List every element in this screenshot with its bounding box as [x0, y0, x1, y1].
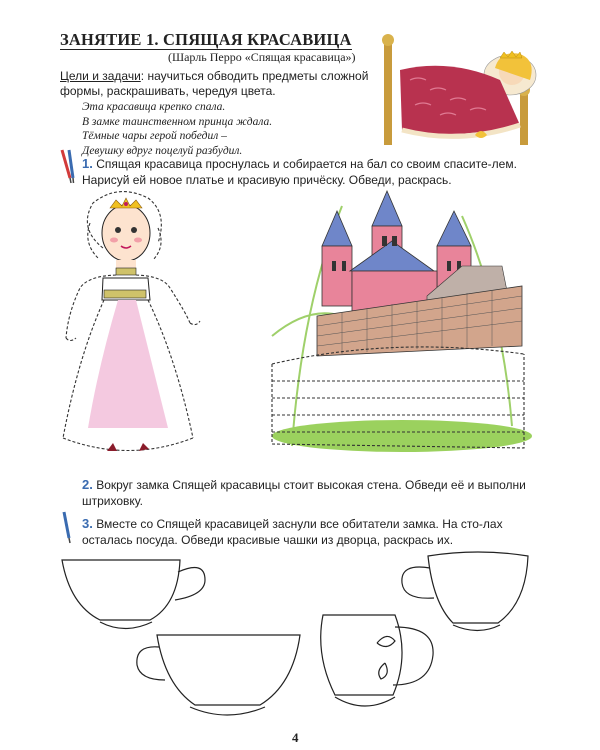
story-subtitle: (Шарль Перро «Спящая красавица») — [168, 50, 356, 64]
goals-text — [60, 69, 370, 99]
page-title: ЗАНЯТИЕ 1. СПЯЩАЯ КРАСАВИЦА — [60, 30, 352, 49]
poem-line: Девушку вдруг поцелуй разбудил. — [82, 144, 243, 157]
task-instruction: Вместе со Спящей красавицей заснули все обитатели замка. На сто-лах осталась посуда. Обведи красивые чашки из дворца, раскрась их. — [82, 517, 503, 547]
task-number: 1. — [82, 156, 93, 171]
task-number: 3. — [82, 516, 93, 531]
task-3-text — [82, 516, 528, 548]
task-1-text — [82, 156, 528, 188]
poem-line: Эта красавица крепко спала. — [82, 101, 226, 113]
teacup-4 — [398, 548, 533, 638]
poem-line: В замке таинственном принца ждала. — [82, 115, 273, 128]
task-instruction: Вокруг замка Спящей красавицы стоит высокая стена. Обведи её и выполни штриховку. — [82, 478, 526, 508]
pencils-icon — [58, 148, 82, 184]
page-number: 4 — [292, 730, 299, 745]
task-number: 2. — [82, 477, 93, 492]
goals-label: Цели и задачи — [60, 69, 141, 83]
sleeping-beauty-illustration — [380, 30, 550, 145]
task-instruction: Спящая красавица проснулась и собирается на бал со своим спасите-лем. Нарисуй ей новое платье и красивую причёску. Обведи, раскрась. — [82, 157, 517, 187]
poem-line: Тёмные чары герой победил – — [82, 130, 227, 142]
teacup-2 — [135, 625, 310, 725]
pencil-icon — [60, 510, 74, 544]
poem — [82, 100, 272, 158]
princess-tracing-figure — [58, 188, 208, 463]
teacup-1 — [60, 550, 220, 635]
castle-illustration — [262, 186, 542, 461]
task-2-text — [82, 477, 528, 509]
goals-description: : научиться обводить предметы сложной формы, раскрашивать, чередуя цвета. — [60, 69, 369, 98]
